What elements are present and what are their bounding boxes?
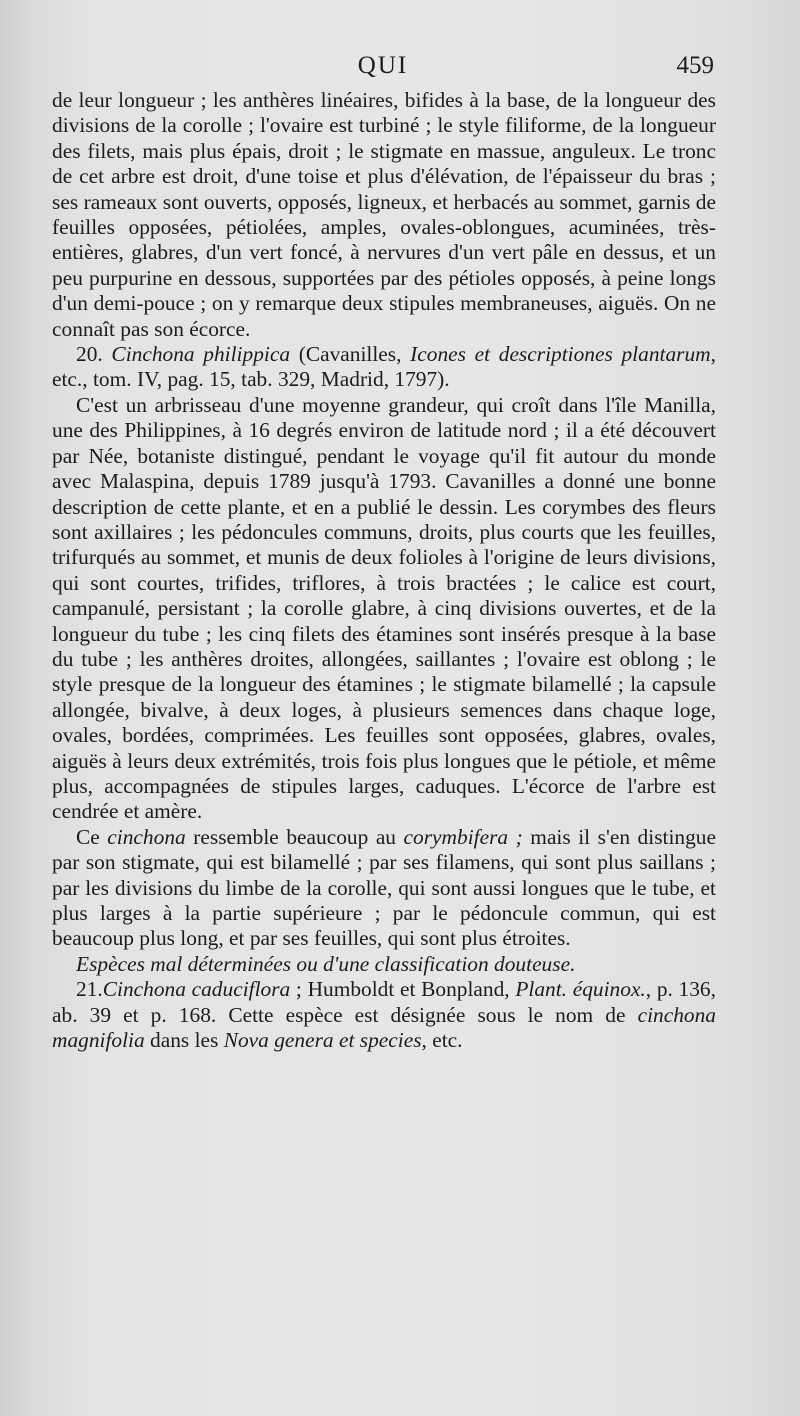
comparison-species: corymbifera ; — [403, 824, 523, 849]
species-reference: , etc., tom. IV, pag. 15, tab. 329, Madrid, 1797). — [52, 342, 716, 392]
comparison-text-a: Ce — [76, 824, 108, 849]
species-21-heading — [52, 977, 716, 1053]
body-text — [52, 88, 716, 1053]
paragraph-continuation: de leur longueur ; les anthères linéaires, bifides à la base, de la longueur des divisions de la corolle ; l'ovaire est turbiné ; le style filiforme, de la longueur des filets, mais plus épais, droit ; le stigmate en massue, anguleux. Le tronc de cet arbre est droit, d'une toise et plus d'élévation, de l'épaisseur du bras ; ses rameaux sont ouverts, opposés, ligneux, et herbacés au sommet, garnis de feuilles opposées, pétiolées, amples, ovales-oblongues, acuminées, très-entières, glabres, d'un vert foncé, à nervures d'un vert pâle en dessus, et un peu purpurine en dessous, supportées par des pétioles opposés, à peine longs d'un demi-pouce ; on y remarque deux stipules membraneuses, aiguës. On ne connaît pas son écorce. — [52, 88, 716, 341]
section-heading: Espèces mal déterminées ou d'une classification douteuse. — [76, 951, 576, 976]
species-synonym: cinchona magnifolia — [52, 1002, 716, 1053]
comparison-text-c: ressemble beaucoup au — [185, 824, 404, 849]
species-work-title: Icones et descriptiones plantarum — [410, 342, 711, 367]
species-reference: , p. 136, ab. 39 et p. 168. Cette espèce est désignée sous le nom de — [52, 977, 716, 1027]
comparison-genus: cinchona — [107, 824, 186, 849]
species-20-comparison — [52, 825, 716, 952]
species-work-title-2: Nova genera et species — [223, 1028, 422, 1053]
species-text-end: , etc. — [421, 1028, 463, 1053]
species-name: Cinchona philippica — [111, 342, 291, 367]
page-number: 459 — [676, 52, 714, 79]
species-20-description: C'est un arbrisseau d'une moyenne grandeur, qui croît dans l'île Manilla, une des Philippines, à 16 degrés environ de latitude nord ; il a été découvert par Née, botaniste distingué, pendant le voyage qu'il fit autour du monde avec Malaspina, depuis 1789 jusqu'à 1793. Cavanilles a donné une bonne description de cette plante, et en a publié le dessin. Les corymbes des fleurs sont axillaires ; les pédoncules communs, droits, plus courts que les feuilles, trifurqués au sommet, et munis de deux folioles à l'origine de leurs divisions, qui sont courtes, trifides, triflores, à trois bractées ; le calice est court, campanulé, persistant ; la corolle glabre, à cinq divisions ouvertes, et de la longueur du tube ; les cinq filets des étamines sont insérés presque à la base du tube ; les anthères droites, allongées, saillantes ; l'ovaire est oblong ; le style presque de la longueur des étamines ; le stigmate bilamellé ; la capsule allongée, bivalve, à deux loges, à plusieurs semences dans chaque loge, ovales, bordées, comprimées. Les feuilles sont opposées, glabres, ovales, aiguës à leurs deux extrémités, trois fois plus longues que le pétiole, et même plus, accompagnées de stipules larges, caduques. L'écorce de l'arbre est cendrée et amère. — [52, 392, 716, 824]
species-20-heading — [52, 342, 716, 393]
species-author: ; Humboldt et Bonpland, — [290, 977, 516, 1002]
comparison-text-e: mais il s'en distingue par son stigmate, qui est bilamellé ; par ses filamens, qui sont plus saillans ; par les divisions du limbe de la corolle, qui sont aussi longues que le tube, et plus larges à la partie supérieure ; par le pédoncule commun, qui est beaucoup plus long, et par ses feuilles, qui sont plus étroites. — [52, 824, 716, 951]
species-author: (Cavanilles, — [290, 342, 411, 367]
species-text-mid: dans les — [144, 1028, 224, 1053]
species-number: 20. — [76, 342, 103, 367]
species-work-title: Plant. équinox. — [515, 977, 646, 1002]
species-number: 21. — [76, 977, 103, 1002]
species-name: Cinchona caduciflora — [102, 977, 291, 1002]
page-header — [52, 52, 714, 92]
running-head: QUI — [357, 52, 409, 79]
